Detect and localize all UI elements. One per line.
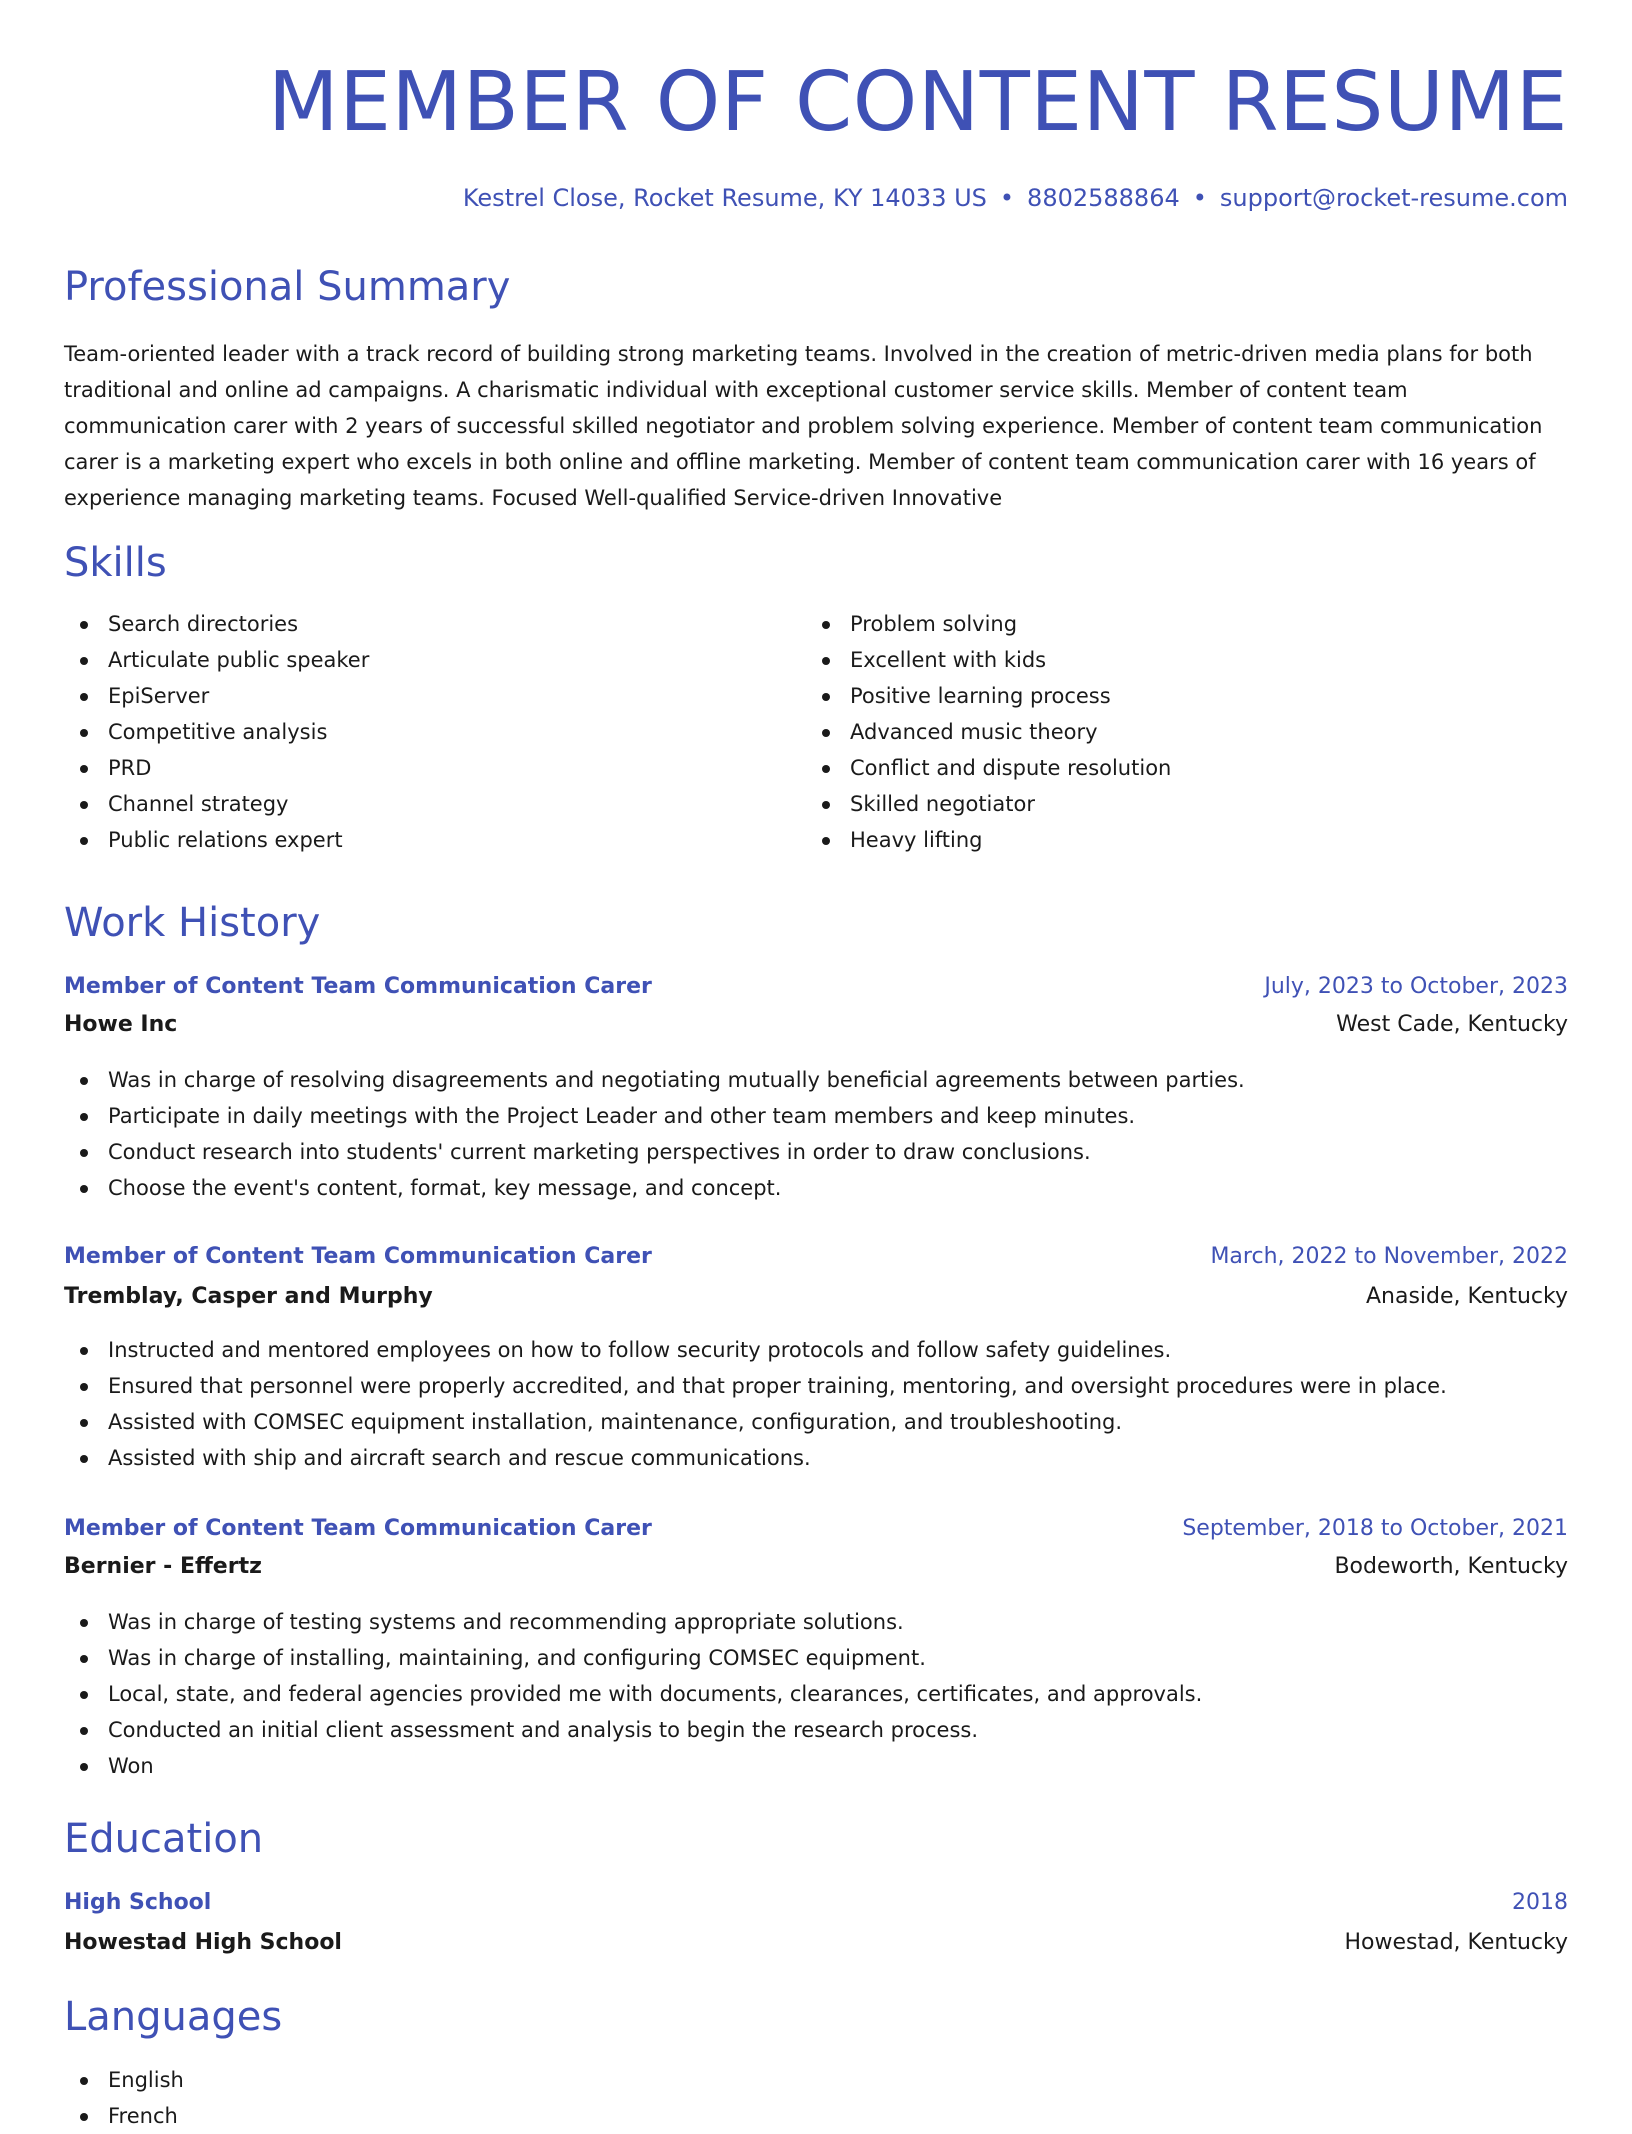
job-title: Member of Content Team Communication Carer bbox=[64, 974, 652, 999]
language-item: French bbox=[64, 2098, 764, 2134]
job-location: Anaside, Kentucky bbox=[1366, 1284, 1568, 1309]
job-bullet: Conducted an initial client assessment and analysis to begin the research process. bbox=[64, 1712, 1568, 1748]
education-header bbox=[64, 1884, 1568, 1922]
job-bullets bbox=[64, 1604, 1568, 1784]
job-header bbox=[64, 1510, 1568, 1548]
skill-item: Articulate public speaker bbox=[64, 642, 764, 678]
job-company-row bbox=[64, 1006, 1568, 1044]
job-title: Member of Content Team Communication Carer bbox=[64, 1244, 652, 1269]
language-item: English bbox=[64, 2062, 764, 2098]
summary-text: Team-oriented leader with a track record of building strong marketing teams. Involved in the creation of metric-driven media plans for both traditional and online ad campaigns. A charismatic individual with exceptional customer service skills. Member of content team communication carer with 2 years of successful skilled negotiator and problem solving experience. Member of content team communication carer is a marketing expert who excels in both online and offline marketing. Member of content team communication carer with 16 years of experience managing marketing teams. Focused Well-qualified Service-driven Innovative bbox=[64, 342, 1543, 510]
contact-separator: • bbox=[1192, 184, 1207, 212]
job-bullet: Assisted with COMSEC equipment installation, maintenance, configuration, and troubleshooting. bbox=[64, 1404, 1568, 1440]
job-bullet: Ensured that personnel were properly accredited, and that proper training, mentoring, and oversight procedures were in place. bbox=[64, 1368, 1568, 1404]
job-bullet: Was in charge of installing, maintaining, and configuring COMSEC equipment. bbox=[64, 1640, 1568, 1676]
contact-phone: 8802588864 bbox=[1027, 184, 1180, 212]
section-title-summary: Professional Summary bbox=[64, 264, 511, 310]
job-bullets bbox=[64, 1332, 1568, 1476]
job-bullets bbox=[64, 1062, 1568, 1206]
job-company-row bbox=[64, 1548, 1568, 1586]
resume-title: MEMBER OF CONTENT RESUME bbox=[267, 55, 1568, 150]
job-company-row bbox=[64, 1278, 1568, 1316]
skill-item: Conflict and dispute resolution bbox=[806, 750, 1506, 786]
education-location: Howestad, Kentucky bbox=[1344, 1930, 1568, 1955]
job-dates: July, 2023 to October, 2023 bbox=[1264, 974, 1568, 999]
job-bullet: Conduct research into students' current marketing perspectives in order to draw conclusions. bbox=[64, 1134, 1568, 1170]
job-bullet: Was in charge of resolving disagreements and negotiating mutually beneficial agreements between parties. bbox=[64, 1062, 1568, 1098]
skill-item: PRD bbox=[64, 750, 764, 786]
job-location: Bodeworth, Kentucky bbox=[1334, 1554, 1568, 1579]
skill-item: Problem solving bbox=[806, 606, 1506, 642]
skill-item: Channel strategy bbox=[64, 786, 764, 822]
skill-item: Skilled negotiator bbox=[806, 786, 1506, 822]
job-bullet: Choose the event's content, format, key message, and concept. bbox=[64, 1170, 1568, 1206]
job-company: Tremblay, Casper and Murphy bbox=[64, 1284, 433, 1309]
job-bullet: Won bbox=[64, 1748, 1568, 1784]
contact-address: Kestrel Close, Rocket Resume, KY 14033 US bbox=[462, 184, 987, 212]
skill-item: Competitive analysis bbox=[64, 714, 764, 750]
skill-item: Advanced music theory bbox=[806, 714, 1506, 750]
skill-item: Heavy lifting bbox=[806, 822, 1506, 858]
education-school: Howestad High School bbox=[64, 1930, 342, 1955]
section-title-education: Education bbox=[64, 1816, 264, 1862]
skill-item: Excellent with kids bbox=[806, 642, 1506, 678]
skill-item: Public relations expert bbox=[64, 822, 764, 858]
skill-item: EpiServer bbox=[64, 678, 764, 714]
contact-email[interactable]: support@rocket-resume.com bbox=[1219, 184, 1568, 212]
job-bullet: Was in charge of testing systems and recommending appropriate solutions. bbox=[64, 1604, 1568, 1640]
section-title-skills: Skills bbox=[64, 540, 167, 586]
languages-list bbox=[64, 2062, 764, 2134]
section-title-languages: Languages bbox=[64, 1994, 283, 2040]
job-location: West Cade, Kentucky bbox=[1336, 1012, 1568, 1037]
contact-separator: • bbox=[999, 184, 1015, 212]
job-company: Bernier - Effertz bbox=[64, 1554, 262, 1579]
job-dates: September, 2018 to October, 2021 bbox=[1182, 1516, 1568, 1541]
skills-list-right bbox=[806, 606, 1506, 858]
section-title-work-history: Work History bbox=[64, 900, 321, 946]
job-header bbox=[64, 1238, 1568, 1276]
education-degree: High School bbox=[64, 1890, 212, 1915]
education-school-row bbox=[64, 1924, 1568, 1962]
job-bullet: Assisted with ship and aircraft search and rescue communications. bbox=[64, 1440, 1568, 1476]
job-bullet: Local, state, and federal agencies provided me with documents, clearances, certificates, and approvals. bbox=[64, 1676, 1568, 1712]
skill-item: Search directories bbox=[64, 606, 764, 642]
education-year: 2018 bbox=[1512, 1890, 1568, 1915]
skills-list-left bbox=[64, 606, 764, 858]
job-bullet: Instructed and mentored employees on how to follow security protocols and follow safety guidelines. bbox=[64, 1332, 1568, 1368]
job-header bbox=[64, 968, 1568, 1006]
job-dates: March, 2022 to November, 2022 bbox=[1210, 1244, 1568, 1269]
skill-item: Positive learning process bbox=[806, 678, 1506, 714]
contact-line bbox=[463, 180, 1568, 216]
job-company: Howe Inc bbox=[64, 1012, 178, 1037]
job-bullet: Participate in daily meetings with the Project Leader and other team members and keep minutes. bbox=[64, 1098, 1568, 1134]
job-title: Member of Content Team Communication Carer bbox=[64, 1516, 652, 1541]
